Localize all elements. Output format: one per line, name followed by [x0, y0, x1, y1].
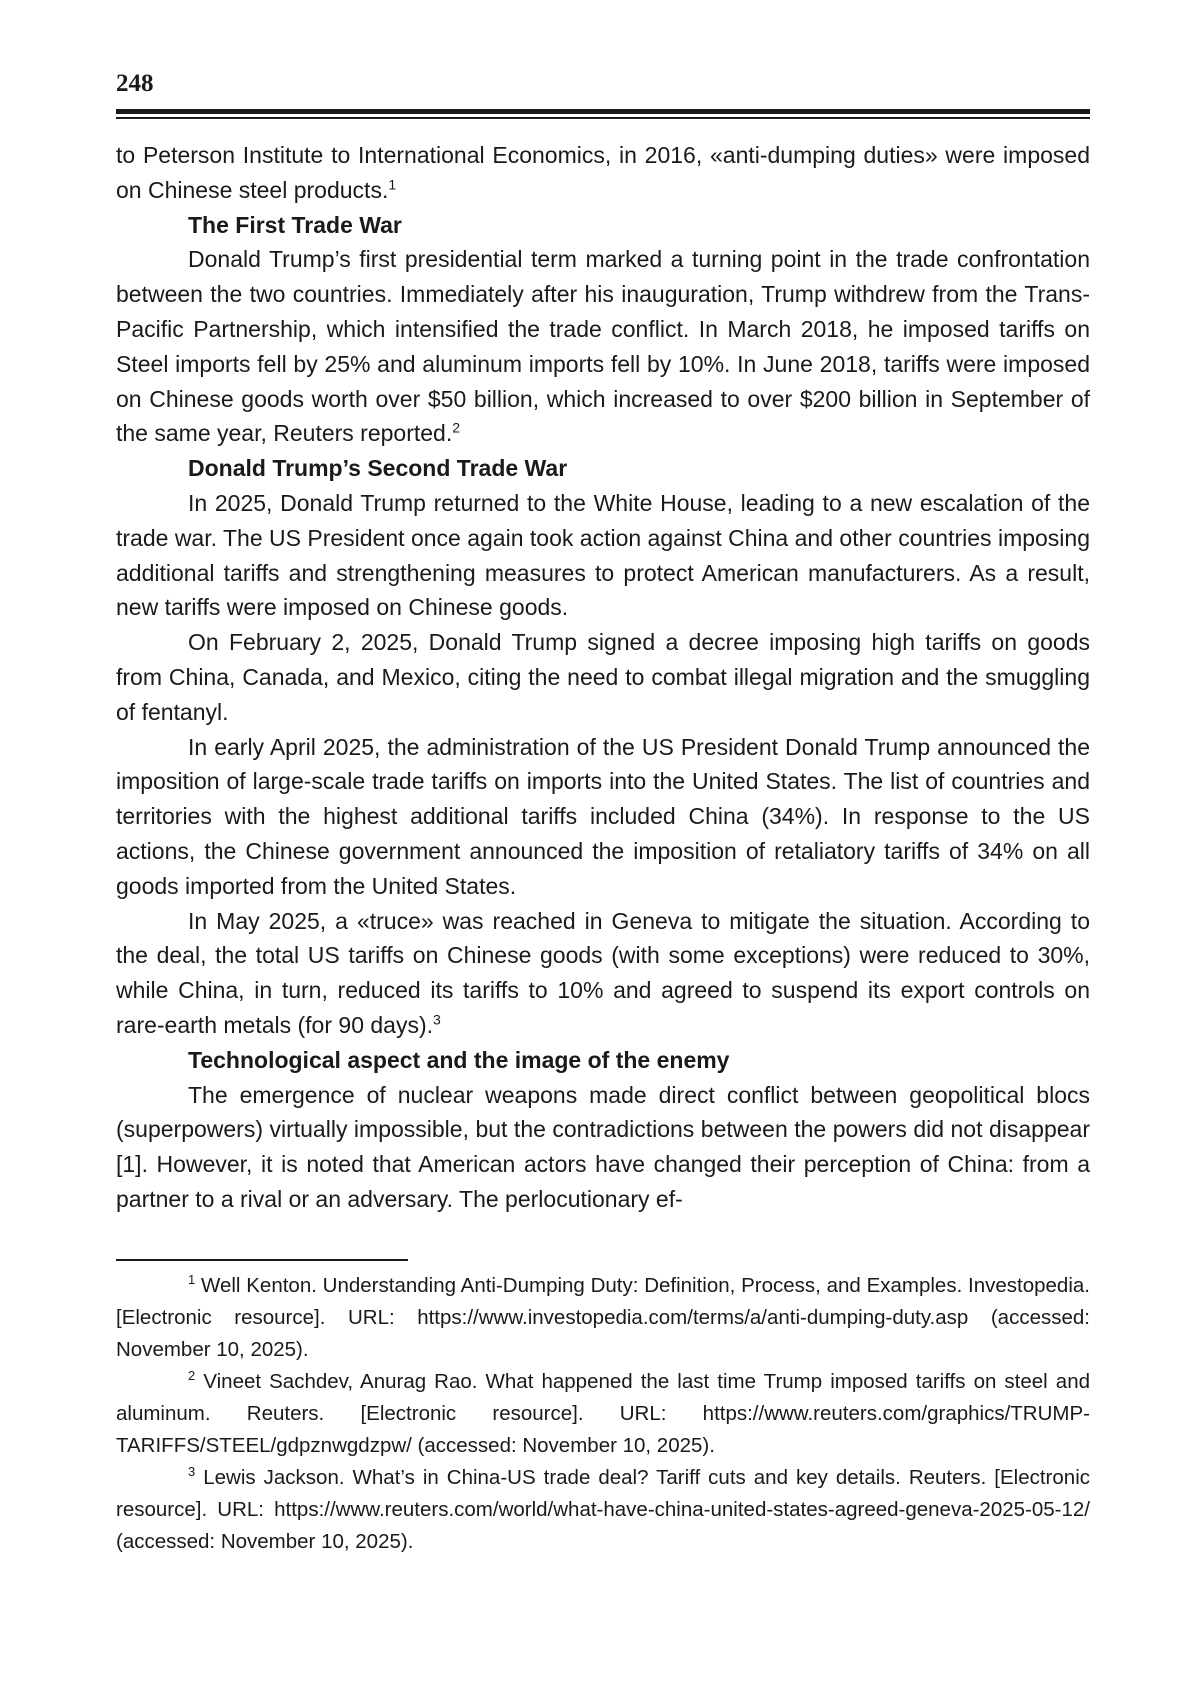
header-rule-thick	[116, 109, 1090, 114]
footnote-number: 2	[188, 1368, 196, 1384]
paragraph-2025-return: In 2025, Donald Trump returned to the White House, leading to a new escalation of the trade war. The US President once again took action against China and other countries imposing additional tariffs and strengthening measures to protect American manufacturers. As a result, new tariffs were imposed on Chinese goods.	[116, 489, 1090, 621]
footnote-ref-1[interactable]: 1	[388, 176, 397, 193]
footnote-3	[116, 1462, 1090, 1558]
paragraph-first-term	[116, 242, 1090, 451]
footnote-number: 3	[188, 1464, 196, 1480]
footnote-2	[116, 1366, 1090, 1462]
paragraph-february-decree: On February 2, 2025, Donald Trump signed a decree imposing high tariffs on goods from China, Canada, and Mexico, citing the need to combat illegal migration and the smuggling of fentanyl.	[116, 629, 1090, 725]
header-rule-thin	[116, 117, 1090, 119]
paragraph-text: to Peterson Institute to International Economics, in 2016, «anti-dumping duties» were imposed on Chinese steel products.	[116, 142, 1090, 203]
footnote-ref-3[interactable]: 3	[433, 1011, 441, 1028]
footnote-1	[116, 1270, 1090, 1366]
page-number: 248	[116, 70, 154, 97]
footnote-text: Lewis Jackson. What’s in China-US trade deal? Tariff cuts and key details. Reuters. [Electronic resource]. URL: https://www.reuters.com/world/what-have-china-united-states-agreed-geneva-2025-05-12/ (accessed: November 10, 2025).	[116, 1466, 1090, 1553]
footnotes	[116, 1270, 1090, 1558]
paragraph-text: In May 2025, a «truce» was reached in Geneva to mitigate the situation. According to the deal, the total US tariffs on Chinese goods (with some exceptions) were reduced to 30%, while China, in turn, reduced its tariffs to 10% and agreed to suspend its export controls on rare-earth metals (for 90 days).	[116, 907, 1090, 1038]
footnote-ref-2[interactable]: 2	[452, 419, 461, 436]
paragraph-continuation	[116, 138, 1090, 208]
section-heading-technological-aspect: Technological aspect and the image of the enemy	[188, 1046, 730, 1073]
paragraph-nuclear-weapons: The emergence of nuclear weapons made direct conflict between geopolitical blocs (superpowers) virtually impossible, but the contradictions between the powers did not disappear [1]. However, it is noted that American actors have changed their perception of China: from a partner to a rival or an adversary. The perlocutionary ef-	[116, 1081, 1090, 1212]
body-text	[116, 138, 1090, 1217]
footnote-text: Vineet Sachdev, Anurag Rao. What happened the last time Trump imposed tariffs on steel and aluminum. Reuters. [Electronic resource]. URL: https://www.reuters.com/graphics/TRUMP-TARIFFS/STEEL/gdpznwgdzpw/ (accessed: November 10, 2025).	[116, 1370, 1091, 1457]
footnote-separator	[116, 1259, 408, 1261]
section-heading-second-trade-war: Donald Trump’s Second Trade War	[188, 455, 568, 482]
paragraph-text: Donald Trump’s first presidential term marked a turning point in the trade confrontation between the two countries. Immediately after his inauguration, Trump withdrew from the Trans-Pacific Partnership, which intensified the trade conflict. In March 2018, he imposed tariffs on Steel imports fell by 25% and aluminum imports fell by 10%. In June 2018, tariffs were imposed on Chinese goods worth over $50 billion, which increased to over $200 billion in September of the same year, Reuters reported.	[116, 246, 1090, 447]
footnote-number: 1	[188, 1272, 196, 1288]
paragraph-geneva-truce	[116, 904, 1090, 1043]
paragraph-april-tariffs: In early April 2025, the administration of the US President Donald Trump announced the imposition of large-scale trade tariffs on imports into the United States. The list of countries and territories with the highest additional tariffs included China (34%). In response to the US actions, the Chinese government announced the imposition of retaliatory tariffs of 34% on all goods imported from the United States.	[116, 733, 1090, 899]
footnote-text: Well Kenton. Understanding Anti-Dumping Duty: Definition, Process, and Examples. Investopedia. [Electronic resource]. URL: https://www.investopedia.com/terms/a/anti-dumping-duty.asp (accessed: November 10, 2025).	[116, 1274, 1090, 1361]
section-heading-first-trade-war: The First Trade War	[188, 211, 402, 238]
